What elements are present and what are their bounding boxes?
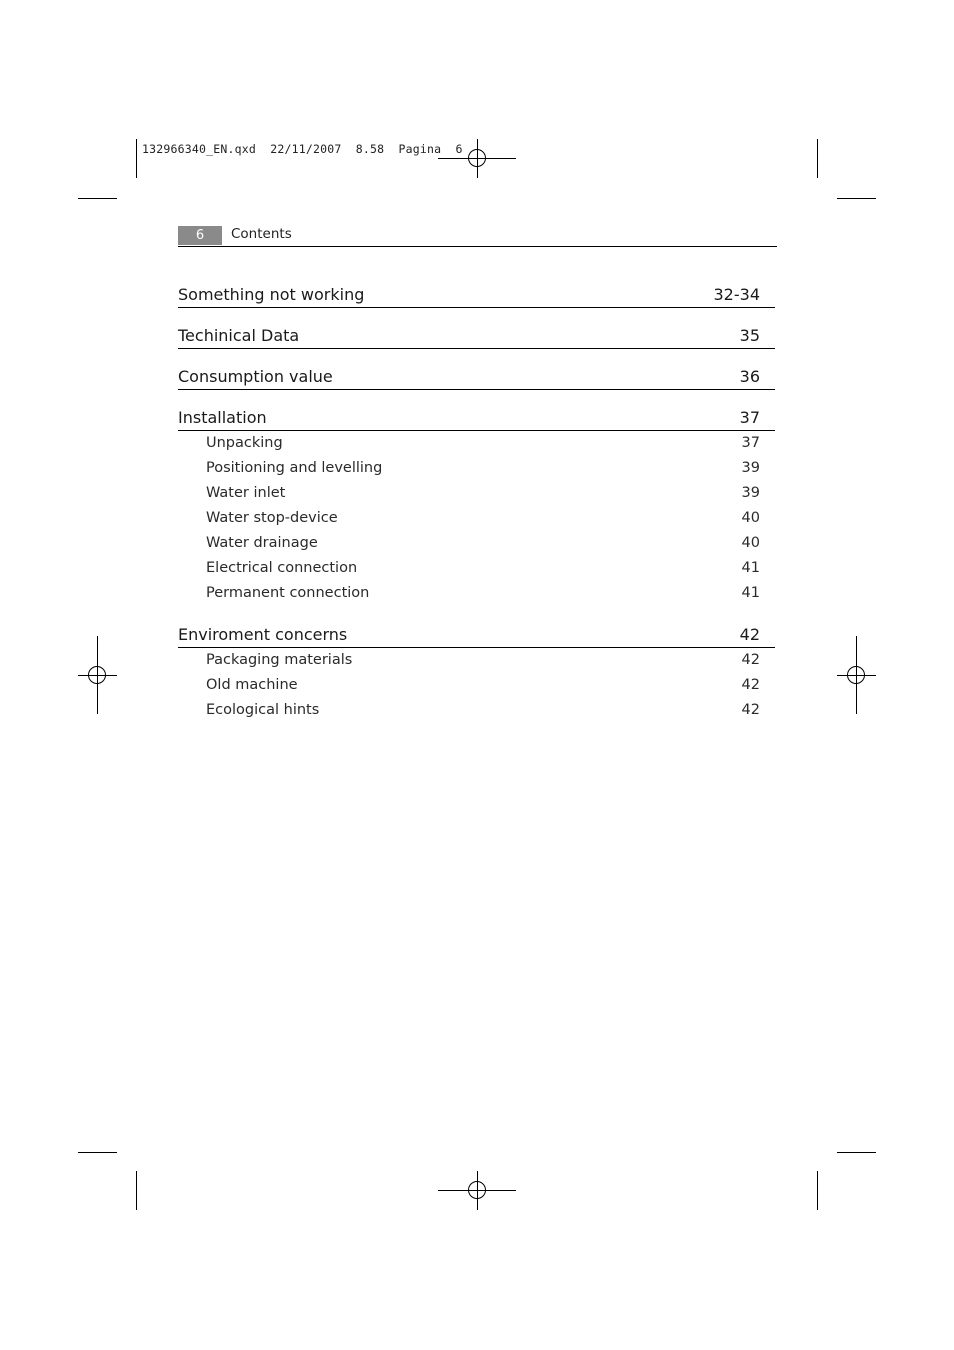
toc-entry-title: Unpacking [206,435,283,451]
toc-entry[interactable] [178,673,775,698]
toc-entry[interactable] [178,481,775,506]
toc-entry-page: 41 [741,585,760,601]
toc-section-page: 36 [739,367,760,386]
toc-section [178,405,775,606]
toc-entry-title: Water drainage [206,535,318,551]
toc-entry-page: 39 [741,485,760,501]
toc-entry-page: 42 [741,702,760,718]
crop-mark [78,198,117,199]
crop-mark [136,139,137,178]
toc-entry-title: Water inlet [206,485,286,501]
toc-section-page: 37 [739,408,760,427]
toc-section-title: Installation [178,408,267,427]
toc-entry-page: 37 [741,435,760,451]
toc-section-heading[interactable] [178,622,775,648]
toc-section [178,323,775,349]
toc-entry-page: 39 [741,460,760,476]
toc-entry-page: 40 [741,510,760,526]
toc-entry-title: Water stop-device [206,510,338,526]
crop-mark [817,139,818,178]
toc-section-title: Enviroment concerns [178,625,348,644]
crop-mark [837,198,876,199]
toc-entry[interactable] [178,506,775,531]
toc-entry[interactable] [178,648,775,673]
toc-entry-page: 42 [741,677,760,693]
table-of-contents [178,282,775,723]
crop-mark [837,1152,876,1153]
toc-section-heading[interactable] [178,405,775,431]
toc-section-title: Consumption value [178,367,333,386]
toc-entry[interactable] [178,531,775,556]
toc-entry-title: Positioning and levelling [206,460,383,476]
toc-section-title: Techinical Data [178,326,300,345]
toc-entry-page: 40 [741,535,760,551]
header-rule [178,246,777,247]
toc-section-heading[interactable] [178,323,775,349]
toc-entry[interactable] [178,556,775,581]
toc-entry[interactable] [178,698,775,723]
toc-entry[interactable] [178,581,775,606]
crop-mark [817,1171,818,1210]
toc-entry-title: Electrical connection [206,560,358,576]
toc-section-heading[interactable] [178,364,775,390]
crop-mark [78,1152,117,1153]
print-slug: 132966340_EN.qxd 22/11/2007 8.58 Pagina 6 [142,142,463,156]
page-title: Contents [231,226,292,242]
toc-section [178,282,775,308]
toc-section-page: 32-34 [713,285,760,304]
toc-entry-title: Ecological hints [206,702,320,718]
toc-entry-title: Packaging materials [206,652,353,668]
toc-entry-title: Old machine [206,677,298,693]
toc-entry-page: 41 [741,560,760,576]
page-number-badge: 6 [178,226,222,245]
toc-section [178,364,775,390]
toc-section-page: 35 [739,326,760,345]
crop-mark [136,1171,137,1210]
toc-entry[interactable] [178,431,775,456]
toc-entry-page: 42 [741,652,760,668]
toc-section-title: Something not working [178,285,365,304]
toc-section-page: 42 [739,625,760,644]
toc-entry[interactable] [178,456,775,481]
toc-section-heading[interactable] [178,282,775,308]
toc-section [178,622,775,723]
toc-entry-title: Permanent connection [206,585,370,601]
